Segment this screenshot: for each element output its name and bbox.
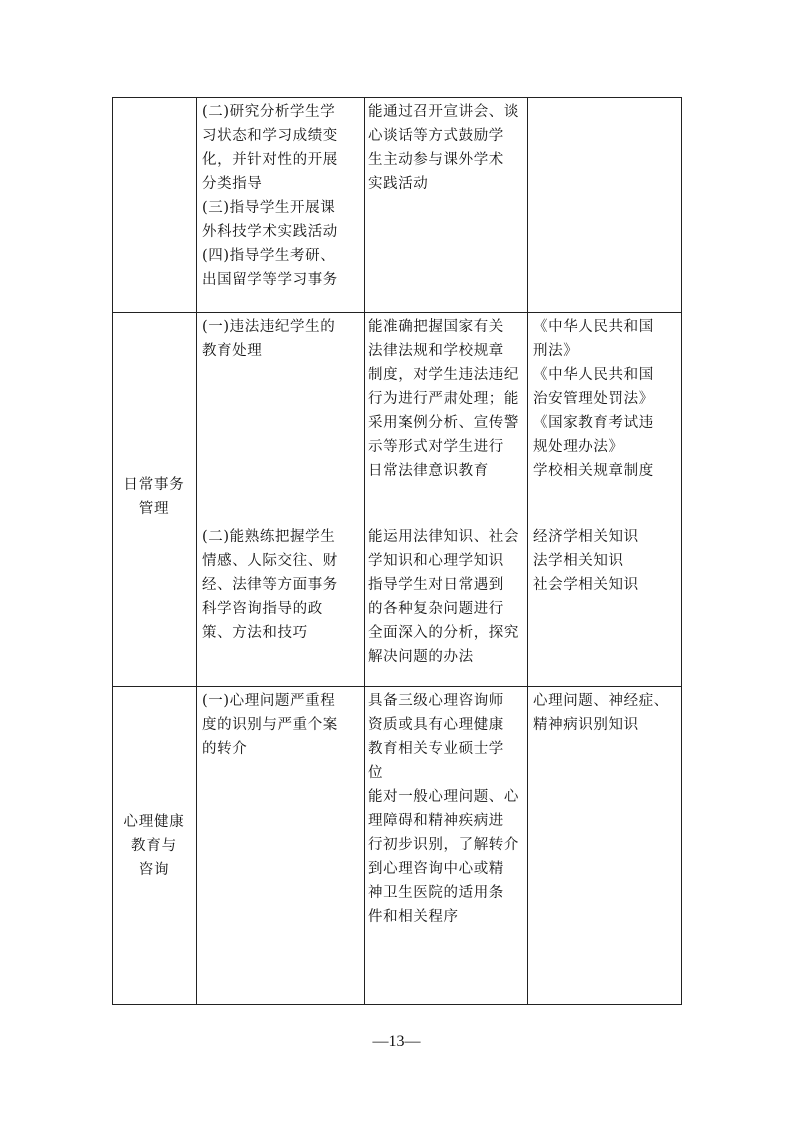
page-number: —13— <box>372 1033 421 1050</box>
ability-cell: 具备三级心理咨询师 资质或具有心理健康 教育相关专业硕士学 位 能对一般心理问题、心 理障碍和精神疾病进 行初步识别，了解转介 到心理咨询中心或精 神卫生医院的适用条 件和相关程序 <box>368 693 519 925</box>
ability-cell: 能运用法律知识、社会 学知识和心理学知识 指导学生对日常遇到 的各种复杂问题进行 全面深入的分析，探究 解决问题的办法 <box>368 529 519 665</box>
table-border-bottom <box>112 1004 682 1005</box>
row-divider <box>112 686 682 687</box>
category-label: 心理健康 教育与 咨询 <box>123 814 185 878</box>
table-border-right <box>681 97 682 1004</box>
category-label: 日常事务 管理 <box>123 477 185 517</box>
ability-cell: 能准确把握国家有关 法律法规和学校规章 制度，对学生违法违纪 行为进行严肃处理；能 采用案例分析、宣传警 示等形式对学生进行 日常法律意识教育 <box>368 319 519 479</box>
column-divider <box>196 97 197 1004</box>
content-cell: (一)违法违纪学生的 教育处理 <box>202 319 336 359</box>
row-divider <box>112 312 682 313</box>
content-cell: (一)心理问题严重程 度的识别与严重个案 的转介 <box>202 693 338 757</box>
table-border-top <box>112 97 682 98</box>
knowledge-cell: 《中华人民共和国 刑法》 《中华人民共和国 治安管理处罚法》 《国家教育考试违 规处理办法》 学校相关规章制度 <box>533 319 654 479</box>
content-cell: (二)研究分析学生学 习状态和学习成绩变 化，并针对性的开展 分类指导 (三)指导学生开展课 外科技学术实践活动 (四)指导学生考研、 出国留学等学习事务 <box>202 104 338 288</box>
ability-cell: 能通过召开宣讲会、谈 心谈话等方式鼓励学 生主动参与课外学术 实践活动 <box>368 104 519 192</box>
column-divider <box>364 97 365 1004</box>
knowledge-cell: 经济学相关知识 法学相关知识 社会学相关知识 <box>533 529 639 593</box>
content-cell: (二)能熟练把握学生 情感、人际交往、财 经、法律等方面事务 科学咨询指导的政 策、方法和技巧 <box>202 529 338 641</box>
column-divider <box>527 97 528 1004</box>
knowledge-cell: 心理问题、神经症、 精神病识别知识 <box>533 693 669 733</box>
